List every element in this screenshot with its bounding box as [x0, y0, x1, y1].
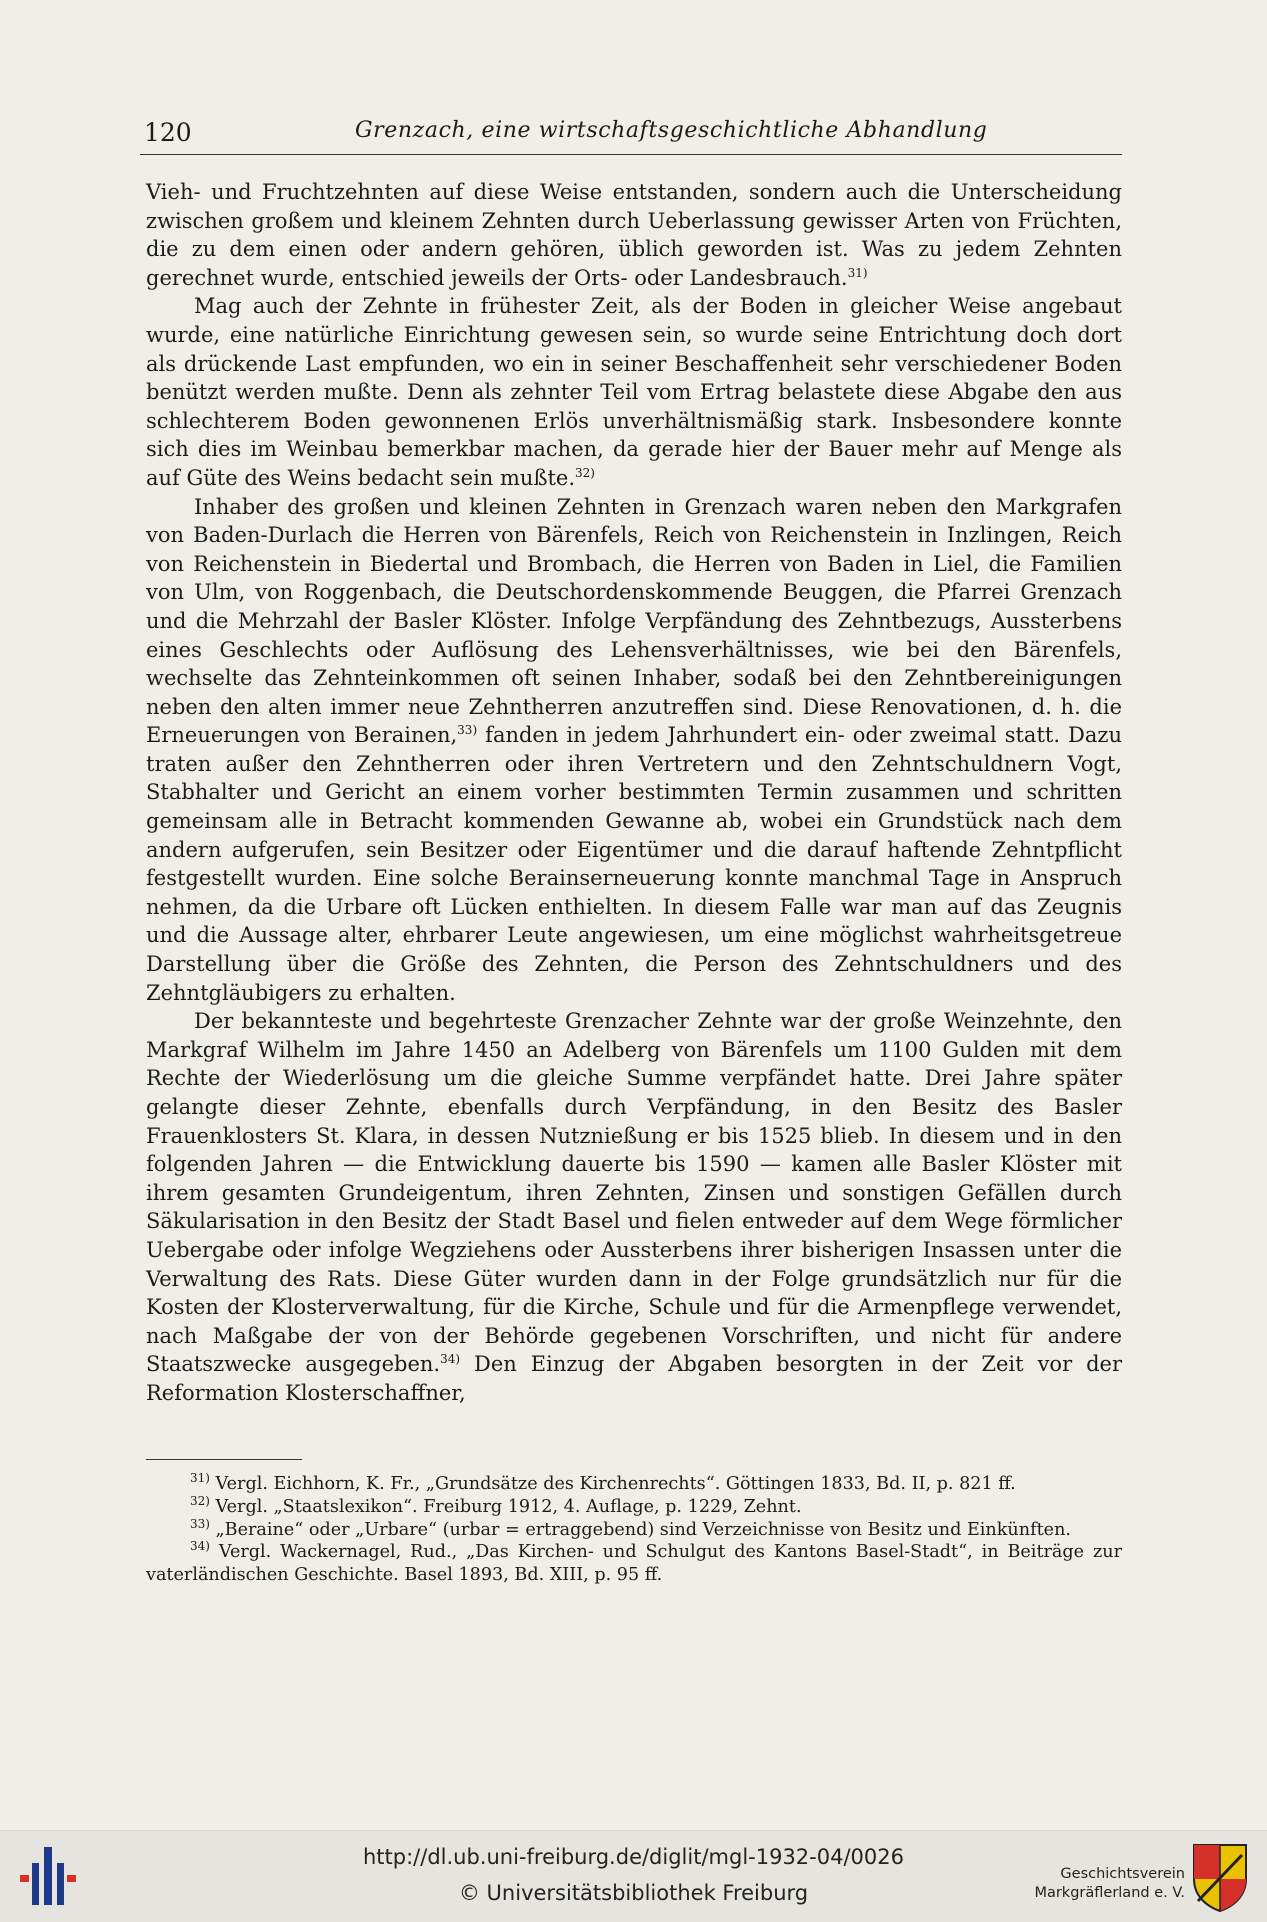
document-url[interactable]: http://dl.ub.uni-freiburg.de/diglit/mgl-1932-04/0026 — [362, 1845, 904, 1869]
footnote-ref[interactable]: 33) — [457, 723, 478, 738]
paragraph: Vieh- und Fruchtzehnten auf diese Weise entstanden, sondern auch die Unterscheidung zwischen großem und kleinem Zehnten durch Ueberlassung gewisser Arten von Früchten, die zu dem einen oder andern gehören, üblich geworden ist. Was zu jedem Zehnten gerechnet wurde, entschied jeweils der Orts- oder Landesbrauch.$^{31)}$ — [146, 180, 1122, 290]
paragraph: Inhaber des großen und kleinen Zehnten in Grenzach waren neben den Markgrafen von Baden-Durlach die Herren von Bärenfels, Reich von Reichenstein in Inzlingen, Reich von Reichenstein in Biedertal und Brombach, die Herren von Baden in Liel, die Familien von Ulm, von Roggenbach, die Deutschordenskommende Beuggen, die Pfarrei Grenzach und die Mehrzahl der Basler Klöster. Infolge Verpfändung des Zehntbezugs, Aussterbens eines Geschlechts oder Auflösung des Lehensverhältnisses, wie bei den Bärenfels, wechselte das Zehnteinkommen oft seinen Inhaber, sodaß bei den Zehntbereinigungen neben den alten immer neue Zehntherren anzutreffen sind. Diese Renovationen, d. h. die Erneuerungen von Berainen,$^{33)}$ fanden in jedem Jahrhundert ein- oder zweimal statt. Dazu traten außer den Zehntherren oder ihren Vertretern und den Zehntschuldnern Vogt, Stabhalter und Gericht an einem vorher bestimmten Termin zusammen und schritten gemeinsam alle in Betracht kommenden Gewanne ab, wobei ein Grundstück nach dem andern aufgerufen, sein Besitzer oder Eigentümer und die darauf haftende Zehntpflicht festgestellt wurden. Eine solche Berainserneuerung konnte manchmal Tage in Anspruch nehmen, da die Urbare oft Lücken enthielten. In diesem Falle war man auf das Zeugnis und die Aussage alter, ehrbarer Leute angewiesen, um eine möglichst wahrheitsgetreue Darstellung über die Größe des Zehnten, die Person des Zehntschuldners und des Zehntgläubigers zu erhalten. — [146, 494, 1122, 1005]
footnote-ref[interactable]: 32) — [575, 465, 595, 480]
copyright-notice: © Universitätsbibliothek Freiburg — [458, 1881, 809, 1905]
paragraph: Mag auch der Zehnte in frühester Zeit, als der Boden in gleicher Weise angebaut wurde, eine natürliche Einrichtung gewesen sein, so wurde seine Entrichtung doch dort als drückende Last empfunden, wo ein in seiner Beschaffenheit sehr verschiedener Boden benützt werden mußte. Denn als zehnter Teil vom Ertrag belastete diese Abgabe den aus schlechterem Boden gewonnenen Erlös unverhältnismäßig stark. Insbesondere konnte sich dies im Weinbau bemerkbar machen, da gerade hier der Bauer mehr auf Menge als auf Güte des Weins bedacht sein mußte.$^{32)}$ — [146, 294, 1122, 490]
running-title: Grenzach, eine wirtschaftsgeschichtliche Abhandlung — [355, 118, 988, 143]
footnote-ref[interactable]: 31) — [847, 265, 868, 280]
coat-of-arms-icon — [1190, 1841, 1250, 1913]
viewer-footer — [0, 1830, 1267, 1922]
footnotes — [146, 1473, 1122, 1587]
body-text — [146, 178, 1122, 1408]
footnote-divider — [146, 1459, 302, 1460]
page-number: 120 — [144, 118, 192, 147]
footnote: $^{34)}$ Vergl. Wackernagel, Rud., „Das Kirchen- und Schulgut des Kantons Basel-Stadt“, in Beiträge zur vaterländischen Geschichte. Basel 1893, Bd. XIII, p. 95 ff. — [146, 1539, 1122, 1586]
society-name: Geschichtsverein Markgräflerland e. V. — [1034, 1866, 1185, 1901]
paragraph: Der bekannteste und begehrteste Grenzacher Zehnte war der große Weinzehnte, den Markgraf Wilhelm im Jahre 1450 an Adelberg von Bärenfels um 1100 Gulden mit dem Rechte der Wiederlösung um die gleiche Summe verpfändet hatte. Drei Jahre später gelangte dieser Zehnte, ebenfalls durch Verpfändung, in den Besitz des Basler Frauenklosters St. Klara, in dessen Nutznießung er bis 1525 blieb. In diesem und in den folgenden Jahren — die Entwicklung dauerte bis 1590 — kamen alle Basler Klöster mit ihrem gesamten Grundeigentum, ihren Zehnten, Zinsen und sonstigen Gefällen durch Säkularisation in den Besitz der Stadt Basel und fielen entweder auf dem Wege förmlicher Uebergabe oder infolge Wegziehens oder Aussterbens ihrer bisherigen Insassen unter die Verwaltung des Rats. Diese Güter wurden dann in der Folge grundsätzlich nur für die Kosten der Klosterverwaltung, für die Kirche, Schule und für die Armenpflege verwendet, nach Maßgabe der von der Behörde gegebenen Vorschriften, und nicht für andere Staatszwecke ausgegeben.$^{34)}$ Den Einzug der Abgaben besorgten in der Zeit vor der Reformation Klosterschaffner, — [146, 1009, 1122, 1405]
footnote: $^{33)}$ „Beraine“ oder „Urbare“ (urbar = ertraggebend) sind Verzeichnisse von Besitz und Einkünften. — [190, 1516, 1071, 1540]
footnote: $^{32)}$ Vergl. „Staatslexikon“. Freiburg 1912, 4. Auflage, p. 1229, Zehnt. — [190, 1493, 802, 1517]
footnote-ref[interactable]: 34) — [440, 1352, 461, 1367]
footnote: $^{31)}$ Vergl. Eichhorn, K. Fr., „Grundsätze des Kirchenrechts“. Göttingen 1833, Bd. II, p. 821 ff. — [190, 1471, 1016, 1494]
page-header — [140, 118, 1122, 155]
